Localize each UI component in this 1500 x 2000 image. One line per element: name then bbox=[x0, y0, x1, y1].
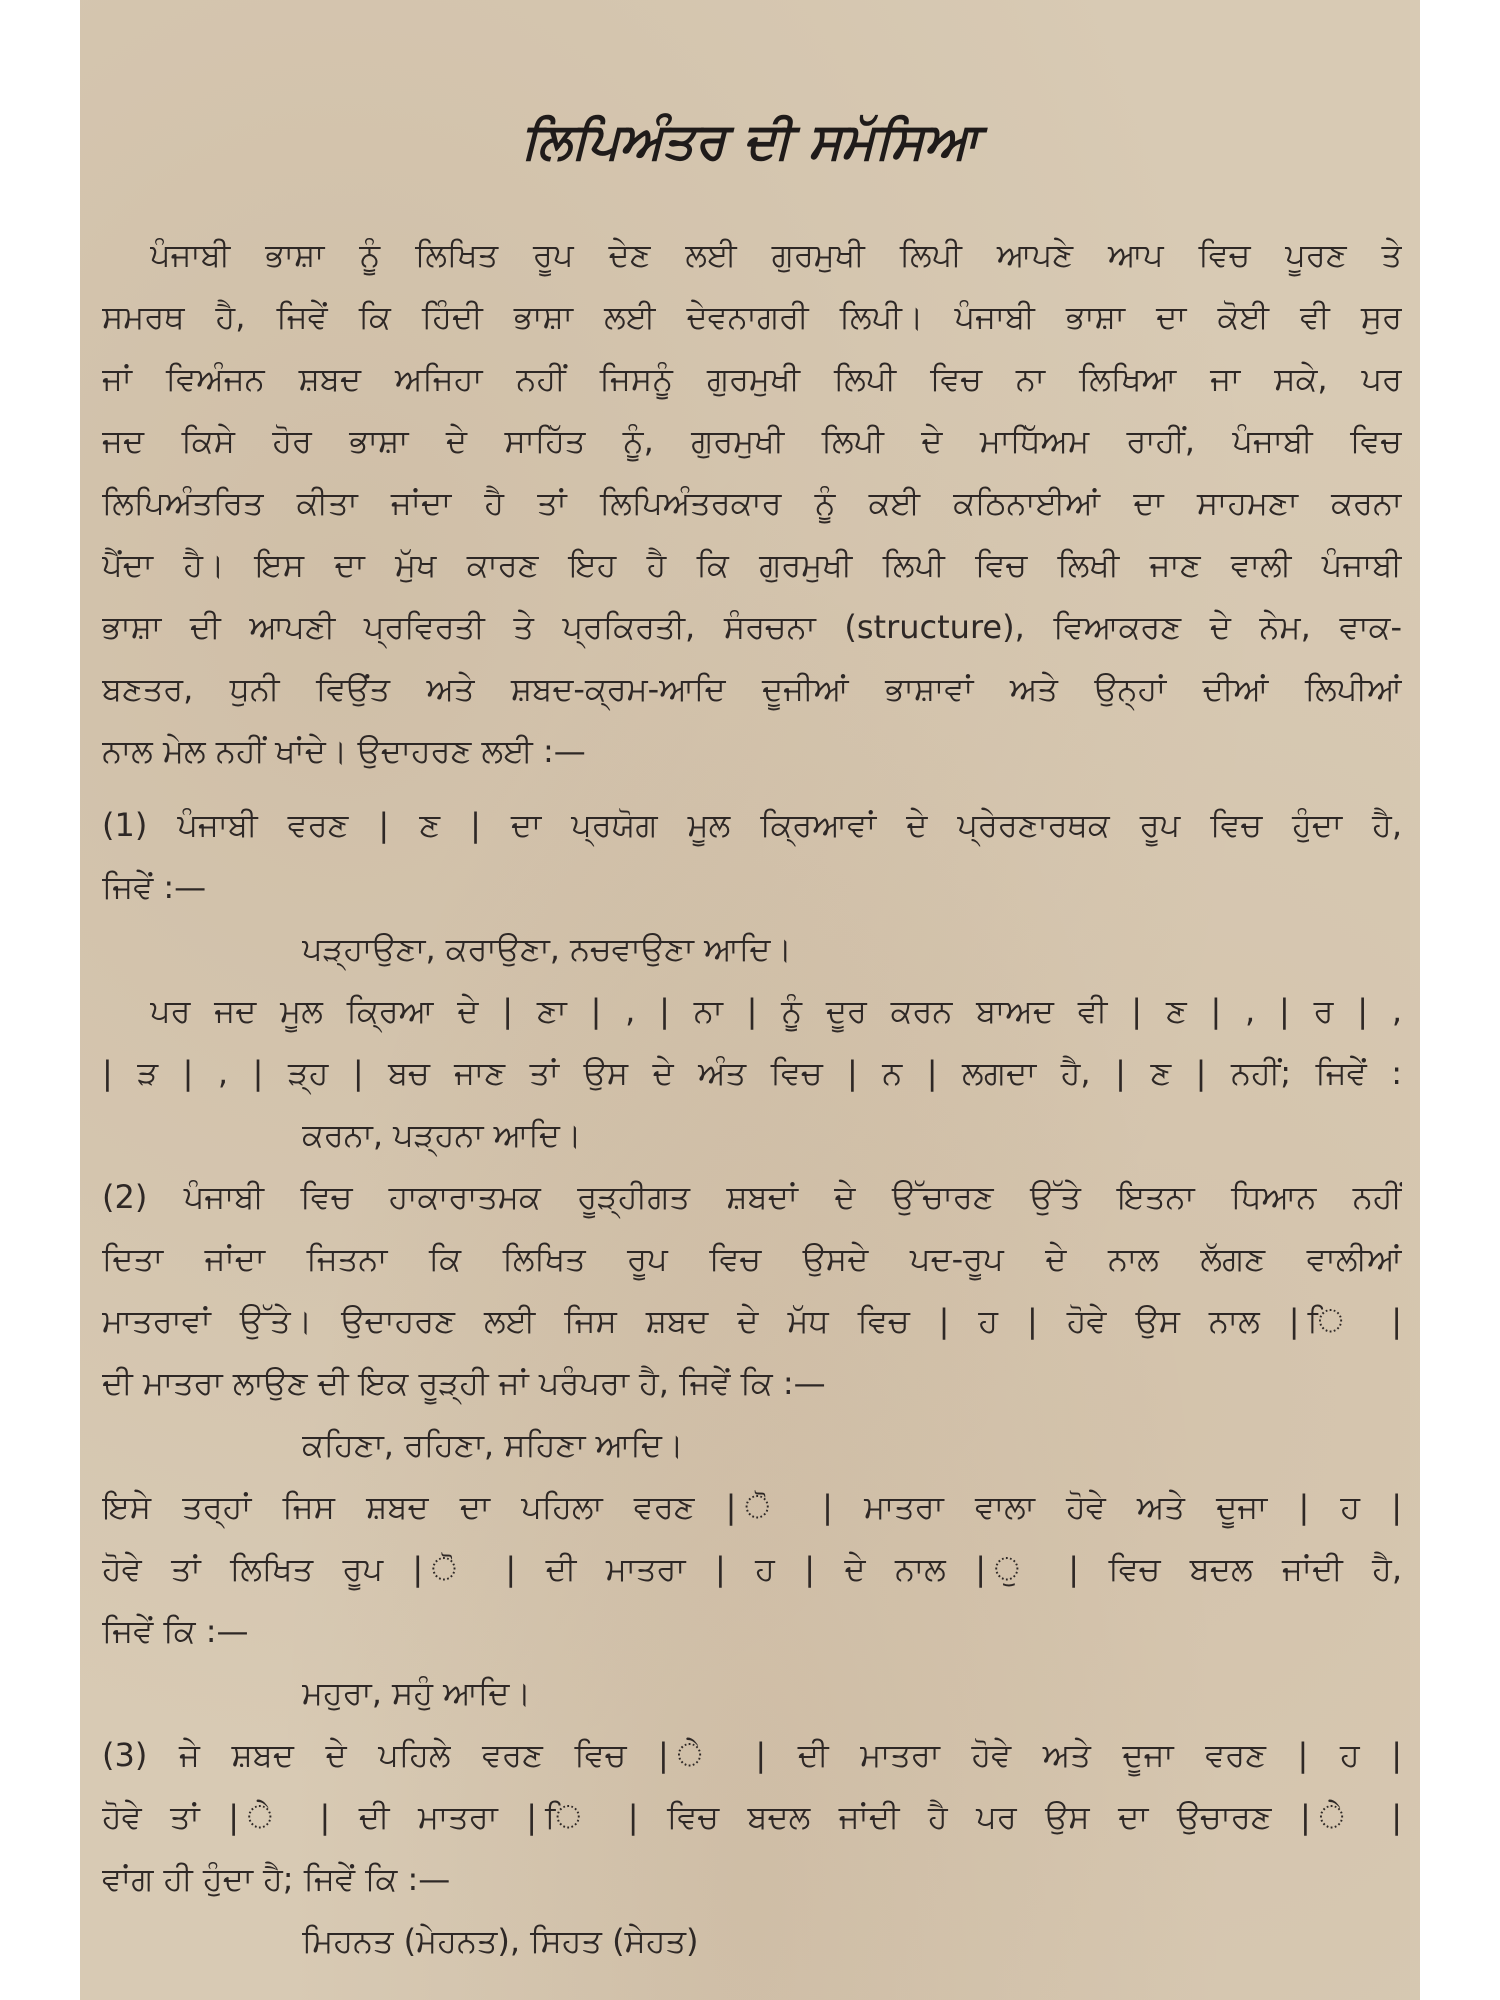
text-line: ਪੰਜਾਬੀ ਭਾਸ਼ਾ ਨੂੰ ਲਿਖਿਤ ਰੂਪ ਦੇਣ ਲਈ ਗੁਰਮੁਖੀ ਲਿਪੀ ਆਪਣੇ ਆਪ ਵਿਚ ਪੂਰਣ ਤੇ bbox=[150, 236, 1402, 274]
example-line: ਕਹਿਣਾ, ਰਹਿਣਾ, ਸਹਿਣਾ ਆਦਿ। bbox=[302, 1426, 684, 1464]
text-line: | ੜ | , | ੜ੍ਹ | ਬਚ ਜਾਣ ਤਾਂ ਉਸ ਦੇ ਅੰਤ ਵਿਚ | ਨ | ਲਗਦਾ ਹੈ, | ਣ | ਨਹੀਂ; ਜਿਵੇਂ : bbox=[102, 1054, 1402, 1092]
text-line: ਪਰ ਜਦ ਮੂਲ ਕ੍ਰਿਆ ਦੇ | ਣਾ | , | ਨਾ | ਨੂੰ ਦੂਰ ਕਰਨ ਬਾਅਦ ਵੀ | ਣ | , | ਰ | , bbox=[150, 992, 1402, 1030]
text-line: ਮਾਤਰਾਵਾਂ ਉੱਤੇ। ਉਦਾਹਰਣ ਲਈ ਜਿਸ ਸ਼ਬਦ ਦੇ ਮੱਧ ਵਿਚ | ਹ | ਹੋਵੇ ਉਸ ਨਾਲ | ਿ | bbox=[102, 1302, 1402, 1340]
text-line: (2) ਪੰਜਾਬੀ ਵਿਚ ਹਾਕਾਰਾਤਮਕ ਰੂੜ੍ਹੀਗਤ ਸ਼ਬਦਾਂ ਦੇ ਉੱਚਾਰਣ ਉੱਤੇ ਇਤਨਾ ਧਿਆਨ ਨਹੀਂ bbox=[102, 1178, 1402, 1216]
text-line: ਭਾਸ਼ਾ ਦੀ ਆਪਣੀ ਪ੍ਰਵਿਰਤੀ ਤੇ ਪ੍ਰਕਿਰਤੀ, ਸੰਰਚਨਾ (structure), ਵਿਆਕਰਣ ਦੇ ਨੇਮ, ਵਾਕ- bbox=[102, 608, 1402, 646]
text-line: ਲਿਪਿਅੰਤਰਿਤ ਕੀਤਾ ਜਾਂਦਾ ਹੈ ਤਾਂ ਲਿਪਿਅੰਤਰਕਾਰ ਨੂੰ ਕਈ ਕਠਿਨਾਈਆਂ ਦਾ ਸਾਹਮਣਾ ਕਰਨਾ bbox=[102, 484, 1402, 522]
text-line: ਜਿਵੇਂ ਕਿ :— bbox=[102, 1612, 249, 1650]
text-line: ਜਿਵੇਂ :— bbox=[102, 868, 207, 906]
text-line: ਪੈਂਦਾ ਹੈ। ਇਸ ਦਾ ਮੁੱਖ ਕਾਰਣ ਇਹ ਹੈ ਕਿ ਗੁਰਮੁਖੀ ਲਿਪੀ ਵਿਚ ਲਿਖੀ ਜਾਣ ਵਾਲੀ ਪੰਜਾਬੀ bbox=[102, 546, 1402, 584]
text-line: ਹੋਵੇ ਤਾਂ | ੇ | ਦੀ ਮਾਤਰਾ | ਿ | ਵਿਚ ਬਦਲ ਜਾਂਦੀ ਹੈ ਪਰ ਉਸ ਦਾ ਉਚਾਰਣ | ੇ | bbox=[102, 1798, 1402, 1836]
text-line: ਦੀ ਮਾਤਰਾ ਲਾਉਣ ਦੀ ਇਕ ਰੂੜ੍ਹੀ ਜਾਂ ਪਰੰਪਰਾ ਹੈ, ਜਿਵੇਂ ਕਿ :— bbox=[102, 1364, 826, 1402]
scanned-page bbox=[80, 0, 1420, 2000]
example-line: ਮਹੁਰਾ, ਸਹੁੰ ਆਦਿ। bbox=[302, 1674, 532, 1712]
text-line: ਵਾਂਗ ਹੀ ਹੁੰਦਾ ਹੈ; ਜਿਵੇਂ ਕਿ :— bbox=[102, 1860, 451, 1898]
text-line: ਜਦ ਕਿਸੇ ਹੋਰ ਭਾਸ਼ਾ ਦੇ ਸਾਹਿੱਤ ਨੂੰ, ਗੁਰਮੁਖੀ ਲਿਪੀ ਦੇ ਮਾਧਿੱਅਮ ਰਾਹੀਂ, ਪੰਜਾਬੀ ਵਿਚ bbox=[102, 422, 1402, 460]
text-line: ਜਾਂ ਵਿਅੰਜਨ ਸ਼ਬਦ ਅਜਿਹਾ ਨਹੀਂ ਜਿਸਨੂੰ ਗੁਰਮੁਖੀ ਲਿਪੀ ਵਿਚ ਨਾ ਲਿਖਿਆ ਜਾ ਸਕੇ, ਪਰ bbox=[102, 360, 1402, 398]
text-line: ਸਮਰਥ ਹੈ, ਜਿਵੇਂ ਕਿ ਹਿੰਦੀ ਭਾਸ਼ਾ ਲਈ ਦੇਵਨਾਗਰੀ ਲਿਪੀ। ਪੰਜਾਬੀ ਭਾਸ਼ਾ ਦਾ ਕੋਈ ਵੀ ਸੁਰ bbox=[102, 298, 1402, 336]
example-line: ਕਰਨਾ, ਪੜ੍ਹਨਾ ਆਦਿ। bbox=[302, 1116, 582, 1154]
text-line: ਹੋਵੇ ਤਾਂ ਲਿਖਿਤ ਰੂਪ | ੋ | ਦੀ ਮਾਤਰਾ | ਹ | ਦੇ ਨਾਲ | ੁ | ਵਿਚ ਬਦਲ ਜਾਂਦੀ ਹੈ, bbox=[102, 1550, 1402, 1588]
text-line: ਇਸੇ ਤਰ੍ਹਾਂ ਜਿਸ ਸ਼ਬਦ ਦਾ ਪਹਿਲਾ ਵਰਣ | ੋ | ਮਾਤਰਾ ਵਾਲਾ ਹੋਵੇ ਅਤੇ ਦੂਜਾ | ਹ | bbox=[102, 1488, 1402, 1526]
text-line: ਦਿਤਾ ਜਾਂਦਾ ਜਿਤਨਾ ਕਿ ਲਿਖਿਤ ਰੂਪ ਵਿਚ ਉਸਦੇ ਪਦ-ਰੂਪ ਦੇ ਨਾਲ ਲੱਗਣ ਵਾਲੀਆਂ bbox=[102, 1240, 1402, 1278]
example-line: ਮਿਹਨਤ (ਮੇਹਨਤ), ਸਿਹਤ (ਸੇਹਤ) bbox=[302, 1922, 699, 1960]
page-title: ਲਿਪਿਅੰਤਰ ਦੀ ਸਮੱਸਿਆ bbox=[521, 112, 979, 170]
text-line: (1) ਪੰਜਾਬੀ ਵਰਣ | ਣ | ਦਾ ਪ੍ਰਯੋਗ ਮੂਲ ਕ੍ਰਿਆਵਾਂ ਦੇ ਪ੍ਰੇਰਣਾਰਥਕ ਰੂਪ ਵਿਚ ਹੁੰਦਾ ਹੈ, bbox=[102, 806, 1402, 844]
example-line: ਪੜ੍ਹਾਉਣਾ, ਕਰਾਉਣਾ, ਨਚਵਾਉਣਾ ਆਦਿ। bbox=[302, 930, 792, 968]
text-line: ਨਾਲ ਮੇਲ ਨਹੀਂ ਖਾਂਦੇ। ਉਦਾਹਰਣ ਲਈ :— bbox=[102, 732, 586, 770]
text-line: (3) ਜੇ ਸ਼ਬਦ ਦੇ ਪਹਿਲੇ ਵਰਣ ਵਿਚ | ੇ | ਦੀ ਮਾਤਰਾ ਹੋਵੇ ਅਤੇ ਦੂਜਾ ਵਰਣ | ਹ | bbox=[102, 1736, 1402, 1774]
text-line: ਬਣਤਰ, ਧੁਨੀ ਵਿਉਂਤ ਅਤੇ ਸ਼ਬਦ-ਕ੍ਰਮ-ਆਦਿ ਦੂਜੀਆਂ ਭਾਸ਼ਾਵਾਂ ਅਤੇ ਉਨ੍ਹਾਂ ਦੀਆਂ ਲਿਪੀਆਂ bbox=[102, 670, 1402, 708]
